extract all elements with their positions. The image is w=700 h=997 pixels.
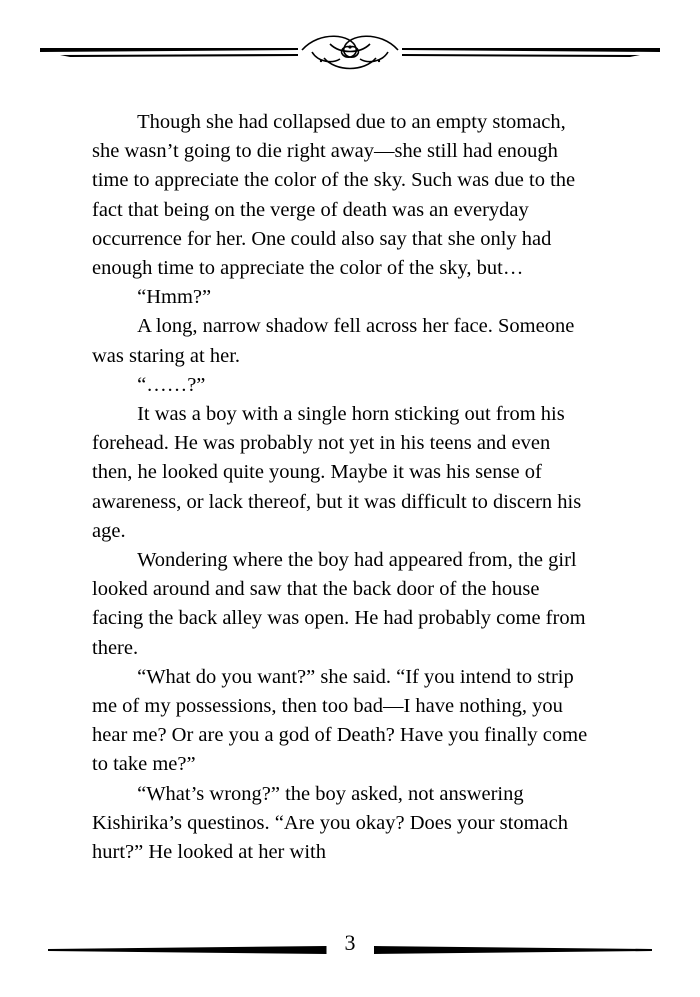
paragraph: A long, narrow shadow fell across her face. Someone was staring at her. bbox=[92, 315, 575, 367]
page-number: 3 bbox=[344, 930, 356, 955]
flourish-divider-ornament bbox=[40, 28, 660, 76]
page-footer bbox=[48, 925, 652, 961]
paragraph: Wondering where the boy had appeared from, the girl looked around and saw that the back door of the house facing the back alley was open. He had probably come from there. bbox=[92, 549, 586, 659]
paragraph: “What do you want?” she said. “If you intend to strip me of my possessions, then too bad—I have nothing, you hear me? Or are you a god of Death? Have you finally come to take me?” bbox=[92, 665, 588, 776]
paragraph: “What’s wrong?” the boy asked, not answering Kishirika’s questinos. “Are you okay? Does your stomach hurt?” He looked at her with bbox=[92, 782, 568, 864]
paragraph: Though she had collapsed due to an empty stomach, she wasn’t going to die right away—she still had enough time to appreciate the color of the sky. Such was due to the fact that being on the verge of death was an everyday occurrence for her. One could also say that she only had enough time to appreciate the color of the sky, but… bbox=[92, 111, 576, 280]
paragraph: “Hmm?” bbox=[137, 286, 212, 309]
page-body-text bbox=[92, 108, 592, 867]
paragraph: It was a boy with a single horn sticking out from his forehead. He was probably not yet in his teens and even then, he looked quite young. Maybe it was his sense of awareness, or lack thereof, but it was difficult to discern his age. bbox=[92, 403, 582, 542]
paragraph: “……?” bbox=[137, 373, 206, 396]
